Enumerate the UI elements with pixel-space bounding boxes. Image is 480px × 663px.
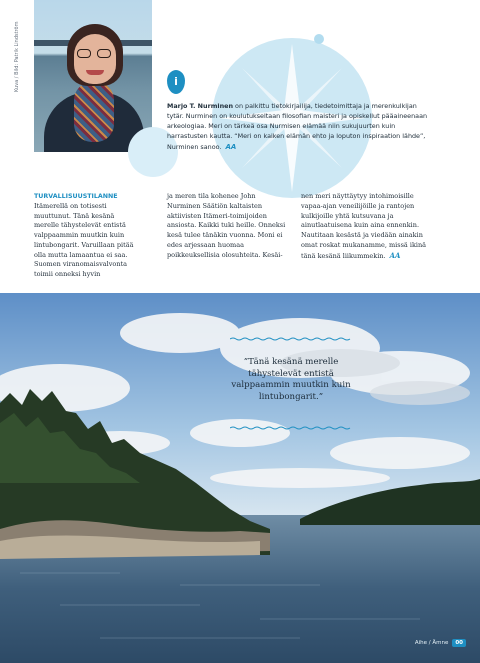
pull-quote: ”Tänä kesänä merelle tähystelevät entistä valppaammin muutkin kuin lintubongarit.” xyxy=(231,357,351,402)
photo-credit: Kuva / Bild: Patrik Lindström xyxy=(14,21,20,92)
author-name: Marjo T. Nurminen xyxy=(167,102,234,110)
article-text-3: nen meri näyttäytyy intohimoisille vapaa-ajan veneilijöille ja rantojen kulkijoille yhtä kutsuvana ja ainutlaatuisena kuin aina ennenkin. Nautitaan kesästä ja viedään ainakin omat roskat mukanamme, missä ikinä tänä kesänä liikummekin. xyxy=(301,192,427,260)
article-column-3 xyxy=(301,192,431,261)
info-badge-icon: i xyxy=(167,70,185,94)
article-column-2: ja meren tila kohenee John Nurminen Säätiön kaltaisten aktiivisten Itämeri-toimijoiden ansiosta. Kaikki tuki heille. Onneksi kesä tulee tänäkin vuonna. Moni ei edes arjessaan huomaa poikkeuksellisia olosuhteita. Kesäi- xyxy=(167,192,286,259)
wave-divider-icon xyxy=(230,337,352,341)
article-column-1 xyxy=(34,192,134,280)
folio-section: Aihe / Ämne xyxy=(414,640,449,646)
author-bio xyxy=(167,102,429,153)
page-number: 00 xyxy=(452,639,466,647)
end-mark-icon: AA xyxy=(225,142,237,151)
article-kicker: TURVALLISUUSTILANNE xyxy=(34,193,118,200)
end-mark-icon: AA xyxy=(389,250,401,260)
article-text-1: Itämerellä on totisesti muuttunut. Tänä kesänä merelle tähystelevät entistä valppaammin muutkin kuin lintubongarit. Varuillaan pitää olla mutta lamaantua ei saa. Suomen viranomaisvalvonta toimii onneksi hyvin xyxy=(34,201,134,278)
author-portrait xyxy=(34,0,152,152)
author-bio-text: on palkittu tietokirjailija, tiedetoimittaja ja merenkulkijan tytär. Nurminen on koulutukseltaan filosofian maisteri ja opiskellut pääaineenaan arkeologiaa. Meri on tärkeä osa Nurmisen elämää niin sukujuurten kuin harrastusten kautta. “Meri on kaiken elämän ehto ja loputon inspiraation lähde”, Nurminen sanoo. xyxy=(167,102,428,151)
wave-divider-icon xyxy=(230,426,352,430)
page-folio xyxy=(415,639,466,647)
pull-quote-box xyxy=(230,326,352,434)
